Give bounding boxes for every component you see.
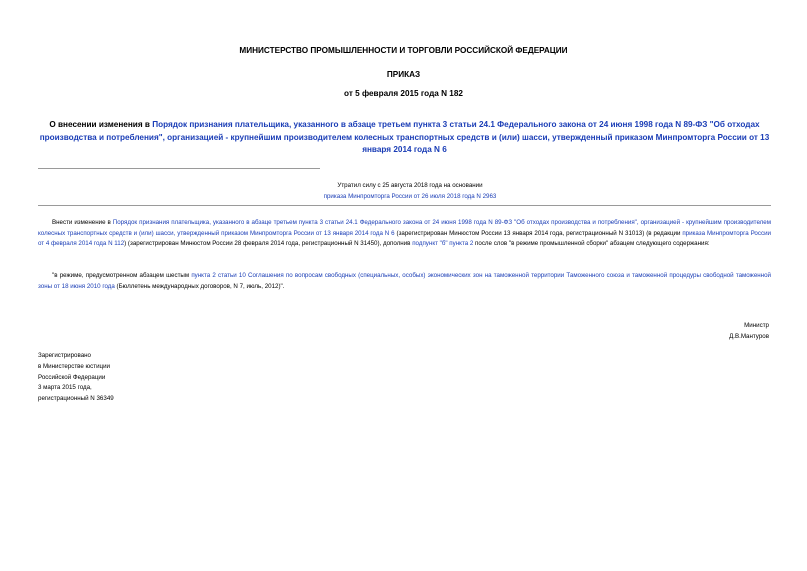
ministry-heading: МИНИСТЕРСТВО ПРОМЫШЛЕННОСТИ И ТОРГОВЛИ РОССИЙСКОЙ ФЕДЕРАЦИИ <box>239 46 568 55</box>
link-order-112[interactable]: приказа Минпромторга России от 4 февраля 2014 года N 112 <box>38 229 771 248</box>
text-segment: "в режиме, предусмотренном абзацем шестым <box>52 272 192 279</box>
lost-force-link[interactable]: приказа Минпромторга России от 26 июля 2018 года N 2963 <box>323 193 497 200</box>
text-segment: (зарегистрирован Минюстом России 13 января 2014 года, регистрационный N 31013) (в редакции <box>394 229 683 237</box>
divider-top <box>38 168 320 169</box>
registration-date: 3 марта 2015 года, <box>38 384 92 392</box>
document-date-number: от 5 февраля 2015 года N 182 <box>344 89 463 98</box>
registration-line: Зарегистрировано <box>38 352 91 359</box>
lost-force-text: Утратил силу с 25 августа 2018 года на основании <box>337 182 483 189</box>
text-segment: Внести изменение в <box>52 219 113 226</box>
text-segment: ) (зарегистрирован Минюстом России 28 февраля 2014 года, регистрационный N 31450), дополнив <box>124 240 413 248</box>
link-agreement[interactable]: пункта 2 статьи 10 Соглашения по вопросам свободных (специальных, особых) экономических зон на таможенной территории Таможенного союза и таможенной процедуры свободной таможенной зоны от 18 июня 2010 года <box>38 272 771 290</box>
paragraph-new-text <box>38 271 771 292</box>
signatory-position: Министр <box>744 322 769 329</box>
document-type-heading: ПРИКАЗ <box>386 70 421 79</box>
signature-block <box>729 321 769 343</box>
registration-number: регистрационный N 36349 <box>38 395 114 403</box>
title-link[interactable]: Порядок признания плательщика, указанного в абзаце третьем пункта 3 статьи 24.1 Федерального закона от 24 июня 1998 года N 89-ФЗ "Об отходах производства и потребления", организацией - крупнейшим производителем колесных транспортных средств и (или) шасси, утвержденный приказом Минпромторга России от 13 января 2014 года N 6 <box>39 120 770 155</box>
lost-force-notice <box>300 180 520 202</box>
document-title <box>38 119 771 157</box>
signatory-name: Д.В.Мантуров <box>729 332 769 340</box>
divider-bottom <box>38 205 771 206</box>
registration-line: в Министерстве юстиции <box>38 362 111 370</box>
paragraph-amendment <box>38 218 771 250</box>
text-segment: после слов "в режиме промышленной сборки" абзацем следующего содержания: <box>473 240 710 248</box>
registration-line: Российской Федерации <box>38 373 106 381</box>
text-segment: (Бюллетень международных договоров, N 7, июль, 2012)". <box>114 282 285 290</box>
link-procedure[interactable]: Порядок признания плательщика, указанного в абзаце третьем пункта 3 статьи 24.1 Федерального закона от 24 июня 1998 года N 89-ФЗ "Об отходах производства и потребления", организацией - крупнейшим производителем колесных транспортных средств и (или) шасси, утвержденный приказом Минпромторга России от 13 января 2014 года N 6 <box>38 219 771 237</box>
title-prefix: О внесении изменения в <box>49 120 153 129</box>
registration-block <box>38 351 114 405</box>
link-subparagraph[interactable]: подпункт "б" пункта 2 <box>412 240 474 248</box>
